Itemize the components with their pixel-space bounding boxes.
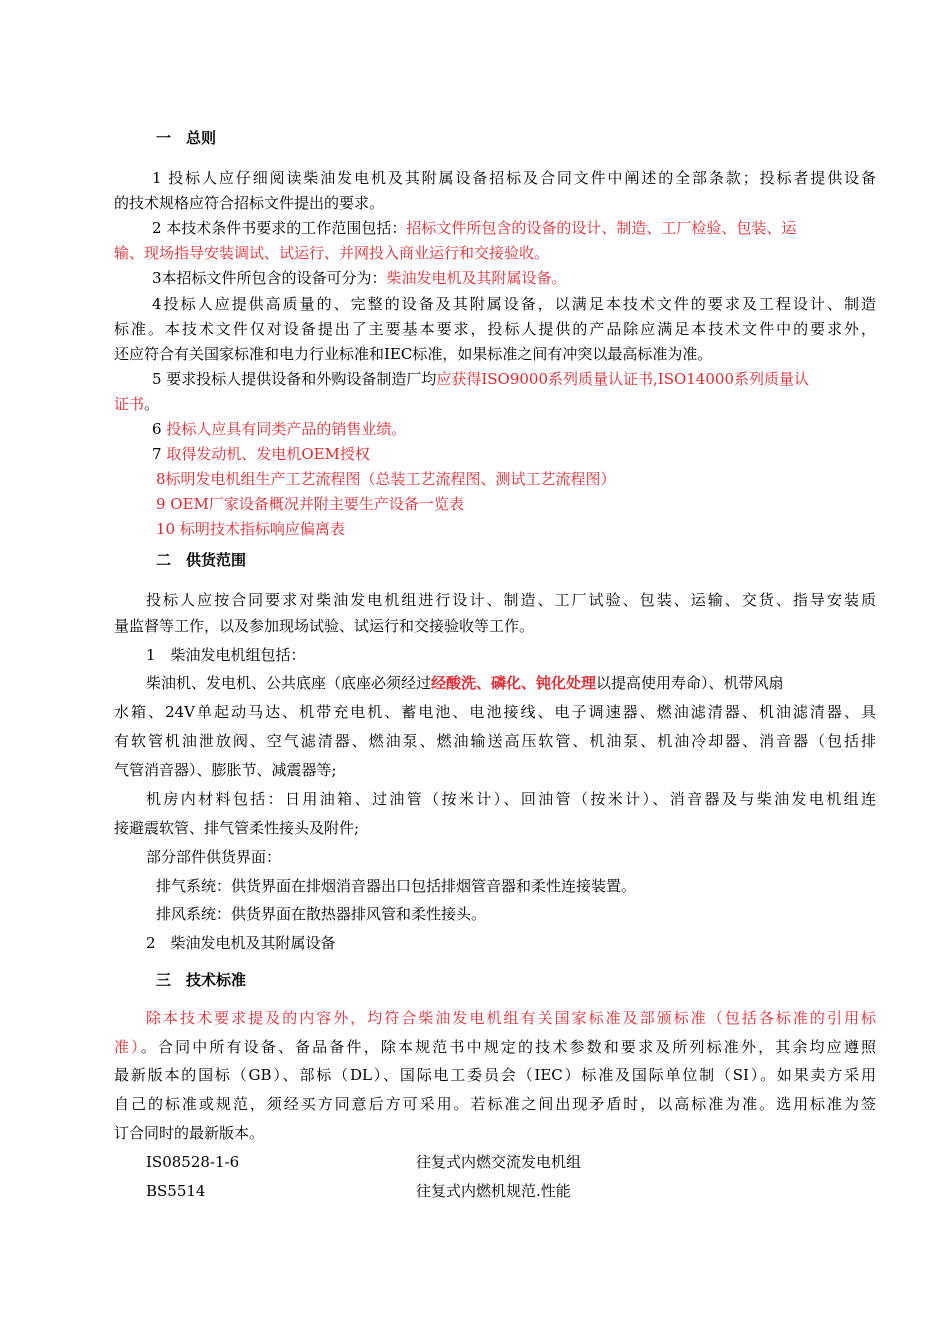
standards-para-line-3: 最新版本的国标（GB）、部标（DL）、国际电工委员会（IEC）标准及国际单位制（SI）。如果卖方采用 <box>114 1066 876 1084</box>
para-4-line-3: 还应符合有关国家标准和电力行业标准和IEC标准，如果标准之间有冲突以最高标准为准。 <box>114 345 713 363</box>
para-6-text: 投标人应具有同类产品的销售业绩。 <box>166 420 407 438</box>
section-2-title: 二 供货范围 <box>156 551 247 569</box>
standards-para-line-5: 订合同时的最新版本。 <box>114 1124 265 1142</box>
supply-para-line-2: 量监督等工作，以及参加现场试验、试运行和交接验收等工作。 <box>114 617 535 635</box>
para-6 <box>152 419 406 439</box>
para-9: 9 OEM厂家设备概况并附主要生产设备一览表 <box>156 495 464 513</box>
section-3-title: 三 技术标准 <box>156 971 247 989</box>
para-5-period: 。 <box>144 395 160 413</box>
genset-list-line-3: 有软管机油泄放阀、空气滤清器、燃油泵、燃油输送高压软管、机油泵、机油冷却器、消音器（包括排 <box>114 732 876 750</box>
supply-item-1: 1 柴油发电机组包括： <box>146 646 306 664</box>
genset-list-plain: 柴油机、发电机、公共底座（底座必须经过 <box>146 674 432 692</box>
para-8: 8标明发电机组生产工艺流程图（总装工艺流程图、测试工艺流程图） <box>156 470 616 488</box>
interface-heading: 部分部件供货界面： <box>146 848 282 866</box>
para-3-highlight: 柴油发电机及其附属设备。 <box>386 269 567 287</box>
para-3 <box>152 268 567 288</box>
standards-para-line-2 <box>114 1037 876 1057</box>
air-interface: 排风系统：供货界面在散热器排风管和柔性接头。 <box>156 905 487 923</box>
para-4-line-2: 标准。本技术文件仅对设备提出了主要基本要求，投标人提供的产品除应满足本技术文件中的要求外， <box>114 320 876 338</box>
supply-para-line-1: 投标人应按合同要求对柴油发电机组进行设计、制造、工厂试验、包装、运输、交货、指导安装质 <box>146 591 876 609</box>
genset-list-line-2: 水箱、24V单起动马达、机带充电机、蓄电池、电池接线、电子调速器、燃油滤清器、机油滤清器、具 <box>114 703 876 721</box>
genset-list-tail: 以提高使用寿命）、机带风扇 <box>596 674 784 692</box>
section-1-title: 一 总则 <box>156 129 217 147</box>
para-2-plain: 2 本技术条件书要求的工作范围包括： <box>152 219 407 237</box>
para-1-line-1: 1 投标人应仔细阅读柴油发电机及其附属设备招标及合同文件中阐述的全部条款；投标者提供设备 <box>152 169 876 187</box>
para-1-line-2: 的技术规格应符合招标文件提出的要求。 <box>114 194 385 212</box>
para-7-number: 7 <box>152 445 167 463</box>
para-7-text: 取得发动机、发电机OEM授权 <box>166 445 370 463</box>
genset-list-bold: 经酸洗、磷化、钝化处理 <box>431 674 597 692</box>
genset-list-line-1 <box>146 673 784 693</box>
standards-para-line-4: 自己的标准或规范，须经买方同意后方可采用。若标准之间出现矛盾时，以高标准为准。选用标准为签 <box>114 1095 876 1113</box>
para-5-line-2 <box>114 394 159 414</box>
exhaust-interface: 排气系统：供货界面在排烟消音器出口包括排烟管音器和柔性连接装置。 <box>156 877 637 895</box>
standards-para-red-end: 准） <box>114 1038 141 1056</box>
standards-para-line-1: 除本技术要求提及的内容外，均符合柴油发电机组有关国家标准及部颁标准（包括各标准的引用标 <box>146 1009 876 1027</box>
para-6-number: 6 <box>152 420 167 438</box>
para-7 <box>152 444 370 464</box>
para-5-highlight: 应获得ISO9000系列质量认证书,ISO14000系列质量认 <box>436 370 809 388</box>
standard-code: BS5514 <box>146 1182 206 1200</box>
para-5-plain: 5 要求投标人提供设备和外购设备制造厂均 <box>152 370 437 388</box>
machine-room-line-1: 机房内材料包括：日用油箱、过油管（按米计）、回油管（按米计）、消音器及与柴油发电机组连 <box>146 790 876 808</box>
para-5-highlight-end: 证书 <box>114 395 145 413</box>
para-2-line-1 <box>152 218 796 238</box>
machine-room-line-2: 接避震软管、排气管柔性接头及附件; <box>114 819 360 837</box>
standard-code: IS08528-1-6 <box>146 1153 240 1171</box>
standards-para-plain: 。合同中所有设备、备品备件，除本规范书中规定的技术参数和要求及所列标准外，其余均应遵照 <box>140 1038 876 1056</box>
para-5-line-1 <box>152 369 809 389</box>
para-2-highlight: 招标文件所包含的设备的设计、制造、工厂检验、包装、运 <box>406 219 797 237</box>
supply-item-2: 2 柴油发电机及其附属设备 <box>146 934 336 952</box>
para-2-line-2: 输、现场指导安装调试、试运行、并网投入商业运行和交接验收。 <box>114 244 550 262</box>
standard-name: 往复式内燃交流发电机组 <box>416 1153 582 1171</box>
para-4-line-1: 4投标人应提供高质量的、完整的设备及其附属设备，以满足本技术文件的要求及工程设计、制造 <box>152 295 876 313</box>
genset-list-line-4: 气管消音器）、膨胀节、减震器等; <box>114 761 337 779</box>
para-3-plain: 3本招标文件所包含的设备可分为： <box>152 269 387 287</box>
standard-name: 往复式内燃机规范.性能 <box>416 1182 571 1200</box>
para-10: 10 标明技术指标响应偏离表 <box>156 520 345 538</box>
